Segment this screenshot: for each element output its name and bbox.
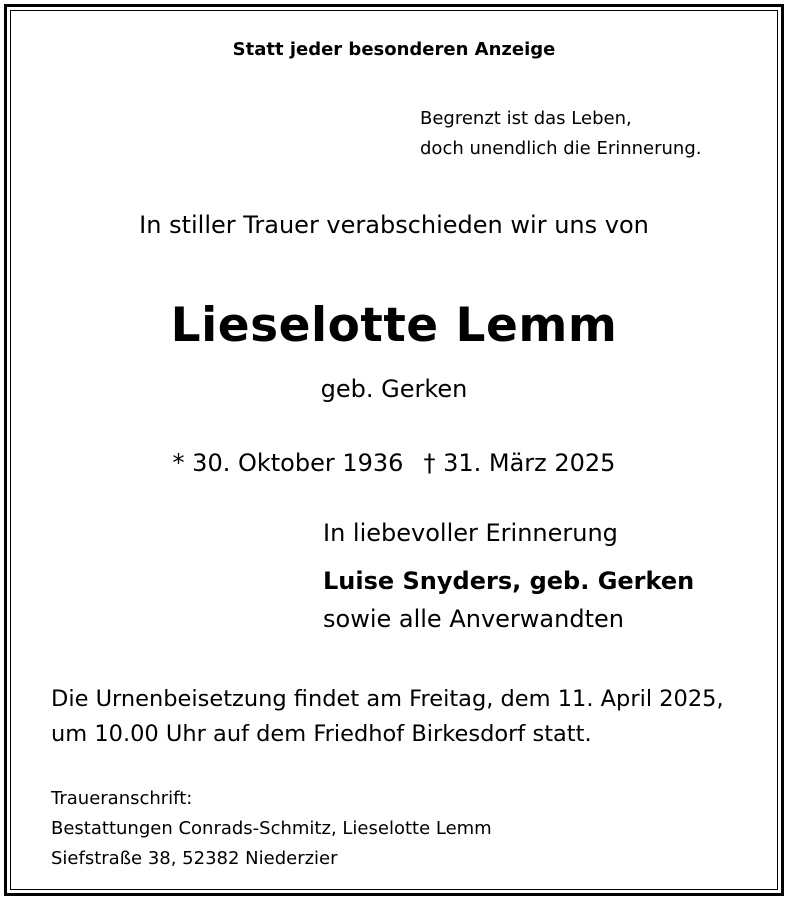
quote-line-1: Begrenzt ist das Leben,: [420, 108, 632, 129]
death-date: † 31. März 2025: [423, 449, 616, 477]
address-line-1: Bestattungen Conrads-Schmitz, Lieselotte Lemm: [51, 818, 492, 839]
mourner-name: Luise Snyders, geb. Gerken: [323, 567, 695, 595]
burial-line-2: um 10.00 Uhr auf dem Friedhof Birkesdorf statt.: [51, 721, 592, 747]
quote-line-2: doch unendlich die Erinnerung.: [420, 138, 702, 159]
intro-text: In stiller Trauer verabschieden wir uns von: [139, 211, 649, 239]
mourners-others: sowie alle Anverwandten: [323, 605, 624, 633]
mourners-intro: In liebevoller Erinnerung: [323, 519, 618, 547]
life-dates: [0, 451, 788, 475]
address-label: Traueranschrift:: [51, 788, 193, 809]
burial-line-1: Die Urnenbeisetzung findet am Freitag, dem 11. April 2025,: [51, 686, 724, 712]
birth-date: * 30. Oktober 1936: [172, 449, 404, 477]
address-line-2: Siefstraße 38, 52382 Niederzier: [51, 848, 338, 869]
notice-header: Statt jeder besonderen Anzeige: [232, 39, 556, 60]
deceased-name: Lieselotte Lemm: [170, 298, 618, 353]
birth-name: geb. Gerken: [320, 375, 468, 403]
